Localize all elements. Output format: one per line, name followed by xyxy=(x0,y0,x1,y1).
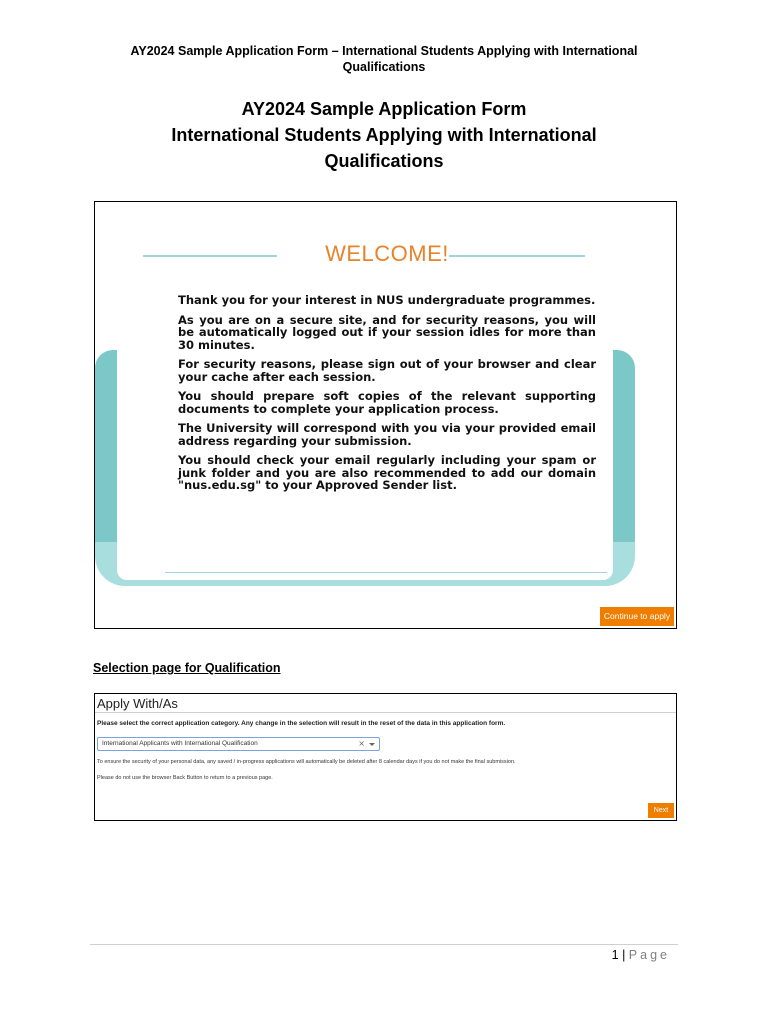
section-heading: Selection page for Qualification xyxy=(93,661,281,675)
apply-title: Apply With/As xyxy=(97,696,178,711)
data-security-note: To ensure the security of your personal data, any saved / in-progress applications will automatically be deleted after 8 calendar days if you do not make the final submission. xyxy=(97,759,516,765)
welcome-paragraph: Thank you for your interest in NUS undergraduate programmes. xyxy=(178,293,596,307)
welcome-paragraph: For security reasons, please sign out of your browser and clear your cache after each session. xyxy=(178,357,596,384)
select-value: International Applicants with International Qualification xyxy=(102,740,258,747)
welcome-paragraph: You should prepare soft copies of the relevant supporting documents to complete your application process. xyxy=(178,389,596,416)
welcome-bottom-divider xyxy=(165,572,607,573)
welcome-divider-left xyxy=(143,255,277,257)
title-line-1: AY2024 Sample Application Form xyxy=(241,99,527,119)
welcome-heading: WELCOME! xyxy=(325,241,449,266)
apply-instruction: Please select the correct application category. Any change in the selection will result in the reset of the data in this application form. xyxy=(97,720,506,727)
welcome-text xyxy=(178,294,596,499)
running-header: AY2024 Sample Application Form – International Students Applying with International Qualifications xyxy=(130,44,638,74)
title-line-3: Qualifications xyxy=(324,151,444,171)
back-button-note: Please do not use the browser Back Button to return to a previous page. xyxy=(97,775,273,781)
welcome-divider-right xyxy=(449,255,585,257)
welcome-screenshot xyxy=(94,201,677,629)
welcome-paragraph: You should check your email regularly including your spam or junk folder and you are also recommended to add our domain "nus.edu.sg" to your Approved Sender list. xyxy=(178,453,596,492)
welcome-paragraph: As you are on a secure site, and for security reasons, you will be automatically logged out if your session idles for more than 30 minutes. xyxy=(178,312,596,352)
page-number: 1 xyxy=(611,948,619,962)
title-line-2: International Students Applying with International xyxy=(171,125,597,145)
page-footer xyxy=(612,948,670,962)
clear-icon[interactable]: × xyxy=(358,739,365,748)
document-title xyxy=(0,96,768,174)
page-label: Page xyxy=(628,948,670,962)
chevron-down-icon[interactable] xyxy=(369,743,375,746)
welcome-paragraph: The University will correspond with you via your provided email address regarding your submission. xyxy=(178,421,596,448)
welcome-card xyxy=(117,206,613,580)
apply-with-screenshot xyxy=(94,693,677,821)
continue-to-apply-button[interactable]: Continue to apply xyxy=(600,607,674,626)
apply-divider xyxy=(95,712,676,713)
next-button[interactable]: Next xyxy=(648,803,674,818)
footer-separator: | xyxy=(622,948,626,962)
footer-divider xyxy=(90,944,678,945)
application-category-select[interactable] xyxy=(97,737,380,751)
